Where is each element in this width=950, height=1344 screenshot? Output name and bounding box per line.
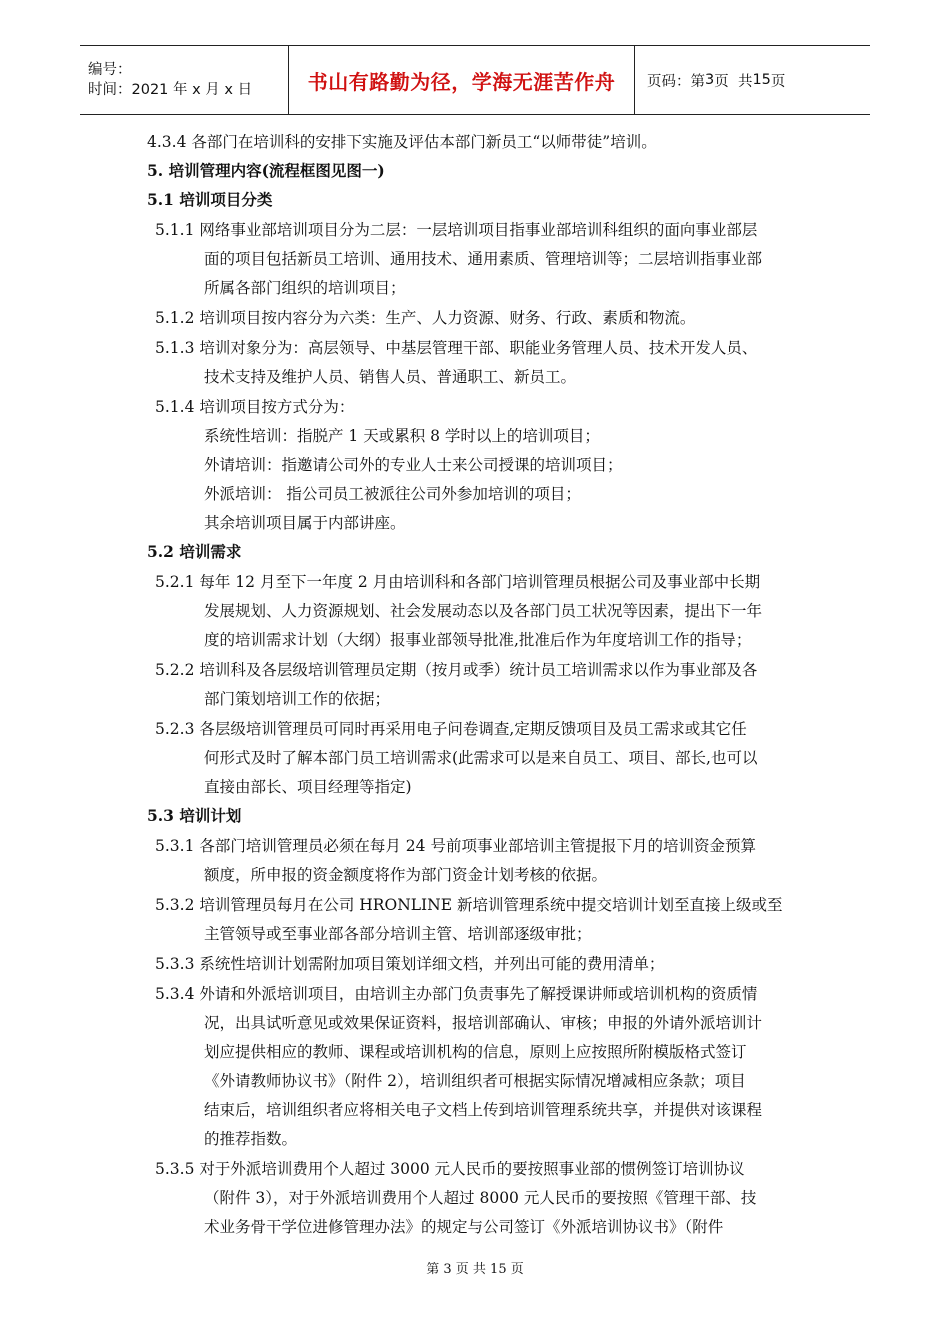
text-line: 5.3.2 培训管理员每月在公司 HRONLINE 新培训管理系统中提交培训计划至直接上级或至 [155, 896, 783, 914]
text-line: 系统性培训：指脱产 1 天或累积 8 学时以上的培训项目； [204, 427, 600, 445]
text-line: 外派培训： 指公司员工被派往公司外参加培训的项目； [204, 485, 581, 503]
text-line: 5.1.3 培训对象分为：高层领导、中基层管理干部、职能业务管理人员、技术开发人员、 [155, 339, 758, 357]
page-footer: 第 3 页 共 15 页 [426, 1262, 524, 1277]
section-heading: 5.3 培训计划 [147, 806, 242, 825]
text-line: 部门策划培训工作的依据； [204, 690, 391, 708]
text-line: 直接由部长、项目经理等指定) [204, 778, 412, 796]
text-line: 5.2.1 每年 12 月至下一年度 2 月由培训科和各部门培训管理员根据公司及事业部中长期 [155, 573, 761, 591]
text-line: 何形式及时了解本部门员工培训需求(此需求可以是来自员工、项目、部长,也可以 [204, 749, 758, 767]
text-line: 术业务骨干学位进修管理办法》的规定与公司签订《外派培训协议书》（附件 [204, 1218, 724, 1236]
page-total: 15 [752, 72, 771, 88]
page-number: 3 [705, 72, 715, 88]
text-line: 5.3.5 对于外派培训费用个人超过 3000 元人民币的要按照事业部的惯例签订培训协议 [155, 1160, 745, 1178]
text-line: 其余培训项目属于内部讲座。 [204, 514, 406, 532]
page-header [80, 45, 870, 115]
page-suffix: 页 [770, 73, 786, 90]
text-line: 度的培训需求计划（大纲）报事业部领导批准,批准后作为年度培训工作的指导； [204, 631, 752, 649]
text-line: 《外请教师协议书》（附件 2），培训组织者可根据实际情况增减相应条款；项目 [204, 1072, 746, 1090]
text-line: 5.3.1 各部门培训管理员必须在每月 24 号前项事业部培训主管提报下月的培训资金预算 [155, 837, 756, 855]
text-line: 外请培训：指邀请公司外的专业人士来公司授课的培训项目； [204, 456, 623, 474]
page-prefix: 页码：第 [647, 73, 705, 90]
text-line: 5.1.1 网络事业部培训项目分为二层：一层培训项目指事业部培训科组织的面向事业部层 [155, 221, 758, 239]
text-line: 5.3.3 系统性培训计划需附加项目策划详细文档，并列出可能的费用清单； [155, 955, 665, 973]
page-mid: 页 共 [714, 73, 753, 90]
doc-number-label: 编号： [88, 62, 132, 78]
text-line: 面的项目包括新员工培训、通用技术、通用素质、管理培训等；二层培训指事业部 [204, 250, 763, 268]
section-heading: 5.1 培训项目分类 [147, 190, 273, 209]
text-line: 4.3.4 各部门在培训科的安排下实施及评估本部门新员工“以师带徒”培训。 [147, 133, 657, 151]
text-line: 5.1.2 培训项目按内容分为六类：生产、人力资源、财务、行政、素质和物流。 [155, 309, 696, 327]
text-line: 划应提供相应的教师、课程或培训机构的信息，原则上应按照所附模版格式签订 [204, 1043, 747, 1061]
header-motto: 书山有路勤为径，学海无涯苦作舟 [288, 46, 635, 114]
text-line: 5.2.3 各层级培训管理员可同时再采用电子问卷调查,定期反馈项目及员工需求或其它任 [155, 720, 747, 738]
text-line: 结束后，培训组织者应将相关电子文档上传到培训管理系统共享，并提供对该课程 [204, 1101, 763, 1119]
header-meta [80, 46, 288, 114]
header-page-info [635, 46, 870, 114]
text-line: 的推荐指数。 [204, 1130, 298, 1148]
text-line: 技术支持及维护人员、销售人员、普通职工、新员工。 [204, 368, 577, 386]
text-line: 主管领导或至事业部各部分培训主管、培训部逐级审批； [204, 925, 592, 943]
text-line: 额度，所申报的资金额度将作为部门资金计划考核的依据。 [204, 866, 608, 884]
text-line: 发展规划、人力资源规划、社会发展动态以及各部门员工状况等因素，提出下一年 [204, 602, 763, 620]
text-line: （附件 3），对于外派培训费用个人超过 8000 元人民币的要按照《管理干部、技 [204, 1189, 757, 1207]
text-line: 所属各部门组织的培训项目； [204, 279, 406, 297]
text-line: 5.2.2 培训科及各层级培训管理员定期（按月或季）统计员工培训需求以作为事业部及各 [155, 661, 758, 679]
text-line: 况，出具试听意见或效果保证资料，报培训部确认、审核；申报的外请外派培训计 [204, 1014, 763, 1032]
section-heading: 5. 培训管理内容(流程框图见图一) [147, 161, 385, 180]
doc-time-label: 时间：2021 年 x 月 x 日 [88, 82, 253, 98]
text-line: 5.1.4 培训项目按方式分为： [155, 398, 355, 416]
text-line: 5.3.4 外请和外派培训项目，由培训主办部门负责事先了解授课讲师或培训机构的资质情 [155, 985, 758, 1003]
section-heading: 5.2 培训需求 [147, 542, 242, 561]
